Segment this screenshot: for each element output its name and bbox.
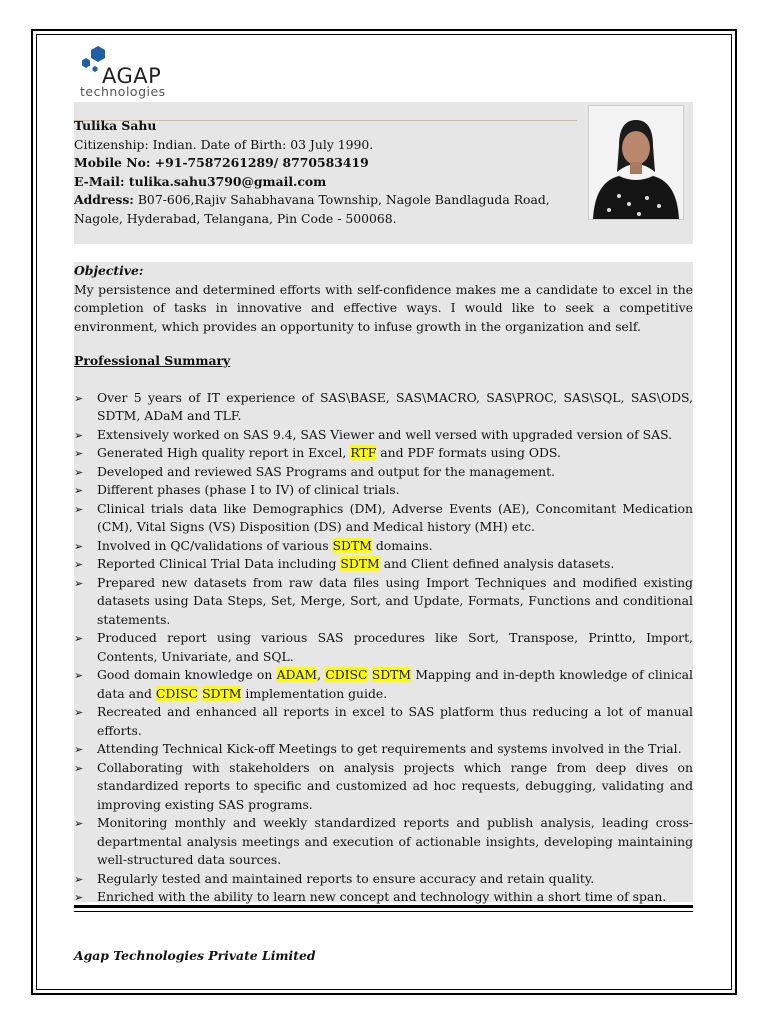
arrowhead-bullet-icon: ➢: [74, 576, 84, 590]
summary-item: [74, 574, 693, 630]
summary-item: [74, 481, 693, 500]
summary-item-text: Reported Clinical Trial Data including: [97, 556, 341, 571]
citizenship-line: Citizenship: Indian. Date of Birth: 03 July 1990.: [74, 136, 374, 152]
summary-list: [74, 389, 693, 907]
summary-item-text: Mapping and in-depth knowledge of clinical data and: [97, 667, 693, 701]
arrowhead-bullet-icon: ➢: [74, 484, 84, 497]
summary-item: [74, 740, 693, 759]
arrowhead-bullet-icon: ➢: [74, 428, 84, 442]
summary-item: [74, 629, 693, 666]
candidate-name: Tulika Sahu: [74, 118, 157, 133]
summary-item-text: Different phases (phase I to IV) of clinical trials.: [97, 482, 400, 497]
summary-item: [74, 444, 693, 463]
arrowhead-bullet-icon: ➢: [74, 447, 84, 460]
summary-item: [74, 666, 693, 703]
summary-item-text: Enriched with the ability to learn new concept and technology within a short time of span.: [97, 889, 667, 904]
address-label: Address:: [74, 192, 134, 207]
arrowhead-bullet-icon: ➢: [74, 465, 84, 479]
summary-item-text: Good domain knowledge on: [97, 667, 277, 682]
address-text-1: B07-606,Rajiv Sahabhavana Township, Nagole Bandlaguda Road,: [133, 192, 550, 207]
summary-item-text: domains.: [371, 537, 433, 553]
summary-item: [74, 500, 693, 537]
highlighted-term: SDTM: [332, 537, 372, 553]
highlighted-term: ADAM: [276, 667, 318, 682]
summary-item: [74, 759, 693, 815]
highlighted-term: CDISC: [325, 667, 368, 682]
logo-subtitle: technologies: [80, 84, 166, 99]
summary-item-text: ,: [317, 667, 326, 682]
resume-body: [74, 262, 693, 907]
person-portrait-icon: [589, 106, 683, 219]
summary-item-text: Monitoring monthly and weekly standardized reports and publish analysis, leading cross-departmental analysis meetings and execution of actionable insights, developing maintaining well-structured data sources.: [97, 815, 693, 867]
objective-text: My persistence and determined efforts with self-confidence makes me a candidate to excel in the completion of tasks in innovative and effective ways. I would like to seek a competitive environment, which provides an opportunity to infuse growth in the organization and self.: [74, 281, 693, 334]
summary-item-text: Recreated and enhanced all reports in excel to SAS platform thus reducing a lot of manual efforts.: [97, 704, 693, 738]
arrowhead-bullet-icon: ➢: [74, 891, 84, 904]
summary-item-text: Collaborating with stakeholders on analysis projects which range from deep dives on standardized reports to specific and customized ad hoc requests, debugging, validating and improving existing SAS programs.: [97, 759, 693, 812]
company-logo: [78, 44, 198, 100]
summary-item-text: Generated High quality report in Excel,: [97, 445, 351, 460]
highlighted-term: SDTM: [340, 556, 380, 571]
summary-item: [74, 870, 693, 889]
arrowhead-bullet-icon: ➢: [74, 502, 84, 516]
summary-item: [74, 463, 693, 482]
summary-item: [74, 703, 693, 740]
arrowhead-bullet-icon: ➢: [74, 539, 84, 553]
summary-item-text: Produced report using various SAS procedures like Sort, Transpose, Printto, Import, Contents, Univariate, and SQL.: [97, 630, 693, 664]
summary-item: [74, 555, 693, 574]
arrowhead-bullet-icon: ➢: [74, 706, 84, 719]
highlighted-term: SDTM: [202, 685, 242, 701]
arrowhead-bullet-icon: ➢: [74, 669, 84, 682]
contact-details: [74, 117, 574, 228]
summary-item-text: Clinical trials data like Demographics (DM), Adverse Events (AE), Concomitant Medication (CM), Vital Signs (VS) Disposition (DS) and Medical history (MH) etc.: [97, 500, 693, 534]
summary-title: Professional Summary: [74, 353, 231, 368]
profile-photo: [588, 105, 684, 220]
summary-item: [74, 426, 693, 445]
footer-company: Agap Technologies Private Limited: [74, 948, 316, 963]
summary-item: [74, 537, 693, 556]
footer-rule-thick: [74, 905, 693, 908]
address-line-2: Nagole, Hyderabad, Telangana, Pin Code - 500068.: [74, 210, 397, 226]
summary-item: [74, 888, 693, 907]
summary-item: [74, 389, 693, 426]
summary-item-text: Attending Technical Kick-off Meetings to get requirements and systems involved in the Trial.: [97, 741, 682, 756]
logo-name: AGAP: [102, 64, 162, 88]
summary-item-text: Over 5 years of IT experience of SAS\BASE, SAS\MACRO, SAS\PROC, SAS\SQL, SAS\ODS, SDTM, ADaM and TLF.: [97, 389, 693, 423]
objective-title: Objective:: [74, 263, 144, 278]
summary-item: [74, 814, 693, 870]
footer-rule-thin: [74, 911, 693, 912]
email-line: E-Mail: tulika.sahu3790@gmail.com: [74, 173, 327, 189]
summary-item-text: implementation guide.: [241, 685, 388, 701]
arrowhead-bullet-icon: ➢: [74, 632, 84, 645]
arrowhead-bullet-icon: ➢: [74, 391, 84, 405]
address-line-1: [74, 191, 574, 210]
summary-item-text: Regularly tested and maintained reports to ensure accuracy and retain quality.: [97, 870, 595, 886]
arrowhead-bullet-icon: ➢: [74, 872, 84, 886]
arrowhead-bullet-icon: ➢: [74, 761, 84, 775]
summary-item-text: Extensively worked on SAS 9.4, SAS Viewer and well versed with upgraded version of SAS.: [97, 426, 673, 442]
summary-item-text: Prepared new datasets from raw data files using Import Techniques and modified existing datasets using Data Steps, Set, Merge, Sort, and Update, Formats, Functions and conditional statements.: [97, 574, 693, 627]
arrowhead-bullet-icon: ➢: [74, 743, 84, 756]
summary-item-text: Developed and reviewed SAS Programs and output for the management.: [97, 463, 555, 479]
summary-item-text: and PDF formats using ODS.: [376, 445, 561, 460]
summary-item-text: Involved in QC/validations of various: [97, 537, 333, 553]
highlighted-term: SDTM: [371, 667, 412, 682]
mobile-line: Mobile No: +91-7587261289/ 8770583419: [74, 155, 369, 170]
highlighted-term: CDISC: [155, 685, 199, 701]
arrowhead-bullet-icon: ➢: [74, 558, 84, 571]
arrowhead-bullet-icon: ➢: [74, 817, 84, 830]
highlighted-term: RTF: [350, 445, 377, 460]
summary-item-text: and Client defined analysis datasets.: [379, 556, 615, 571]
